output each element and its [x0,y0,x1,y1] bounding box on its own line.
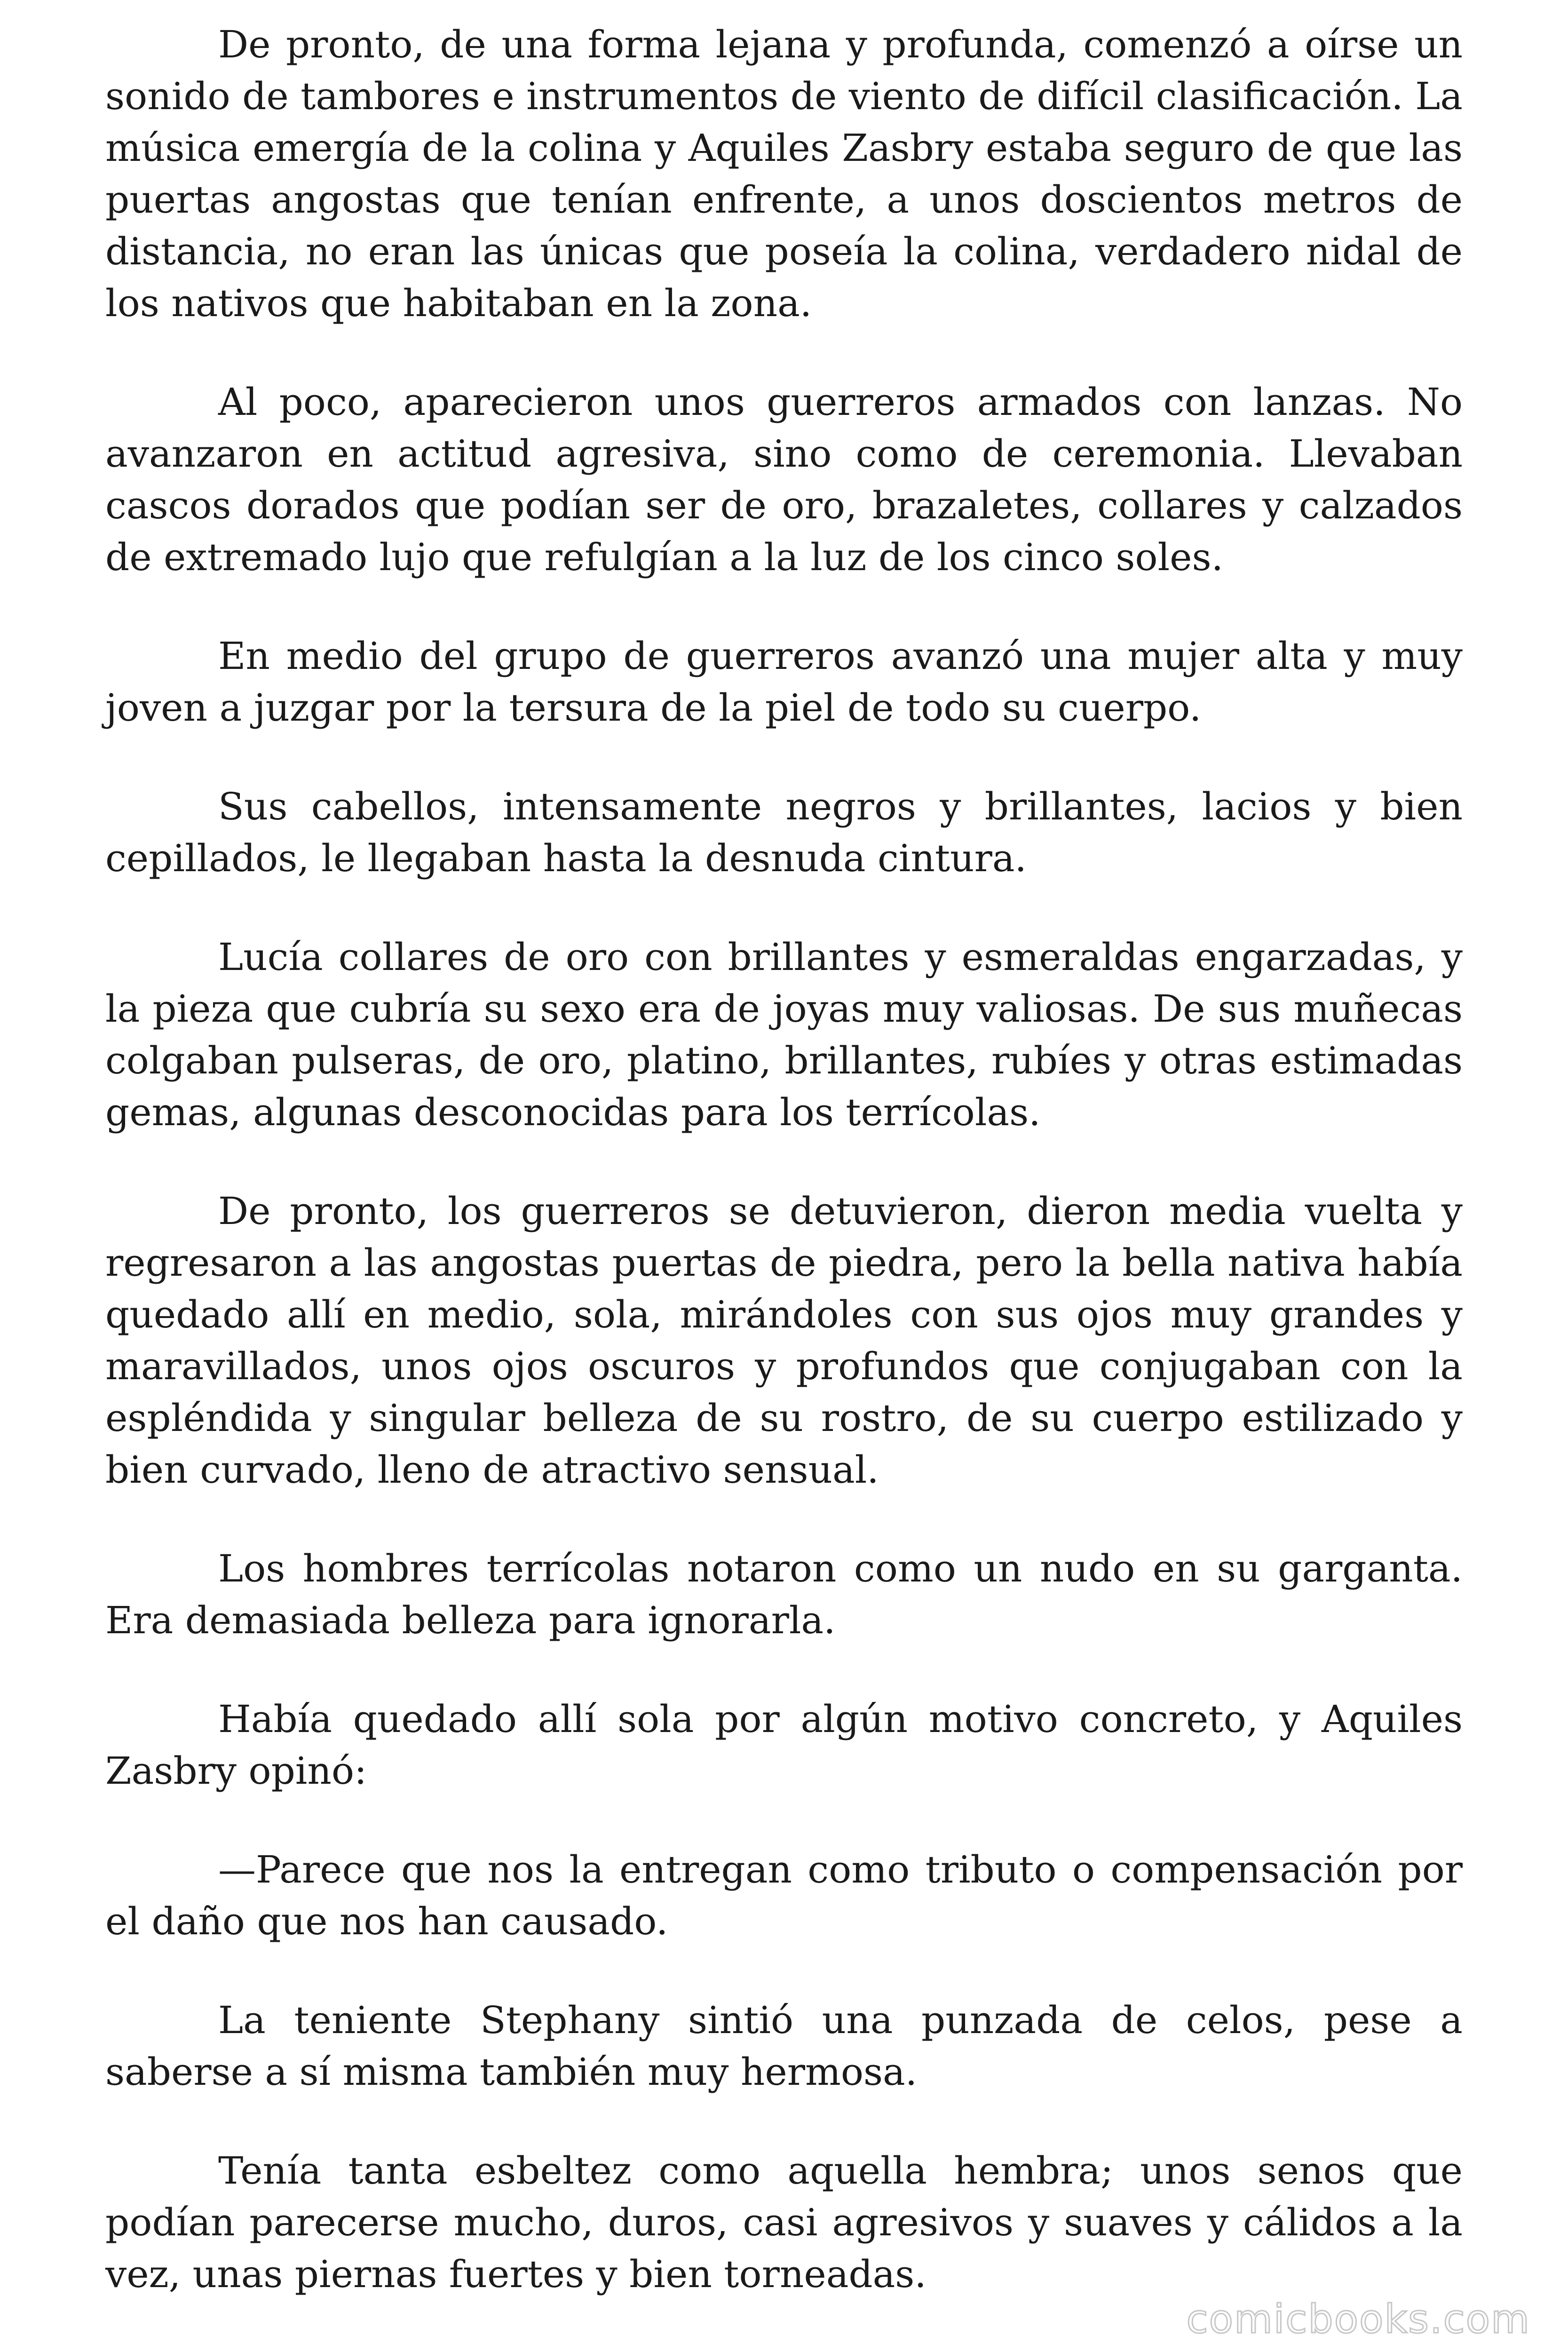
page-body [105,19,1463,2347]
paragraph: Lucía collares de oro con brillantes y esmeraldas engarzadas, y la pieza que cubría su sexo era de joyas muy valiosas. De sus muñecas colgaban pulseras, de oro, platino, brillantes, rubíes y otras estimadas gemas, algunas desconocidas para los terrícolas. [105,935,1463,1134]
paragraph: Había quedado allí sola por algún motivo concreto, y Aquiles Zasbry opinó: [105,1697,1463,1793]
paragraph: La teniente Stephany sintió una punzada de celos, pese a saberse a sí misma también muy hermosa. [105,1998,1463,2094]
paragraph: —Parece que nos la entregan como tributo o compensación por el daño que nos han causado. [105,1848,1463,1943]
paragraph: Sus cabellos, intensamente negros y brillantes, lacios y bien cepillados, le llegaban hasta la desnuda cintura. [105,785,1463,880]
paragraph: Al poco, aparecieron unos guerreros armados con lanzas. No avanzaron en actitud agresiva, sino como de ceremonia. Llevaban cascos dorados que podían ser de oro, brazaletes, collares y calzados de extremado lujo que refulgían a la luz de los cinco soles. [105,380,1463,579]
watermark: comicbooks.com [1186,2296,1530,2342]
paragraph: Tenía tanta esbeltez como aquella hembra; unos senos que podían parecerse mucho, duros, casi agresivos y suaves y cálidos a la vez, unas piernas fuertes y bien torneadas. [105,2149,1463,2296]
paragraph: Los hombres terrícolas notaron como un nudo en su garganta. Era demasiada belleza para ignorarla. [105,1547,1463,1642]
paragraph: En medio del grupo de guerreros avanzó una mujer alta y muy joven a juzgar por la tersura de la piel de todo su cuerpo. [105,634,1463,730]
paragraph: De pronto, los guerreros se detuvieron, dieron media vuelta y regresaron a las angostas puertas de piedra, pero la bella nativa había quedado allí en medio, sola, mirándoles con sus ojos muy grandes y maravillados, unos ojos oscuros y profundos que conjugaban con la espléndida y singular belleza de su rostro, de su cuerpo estilizado y bien curvado, lleno de atractivo sensual. [105,1189,1463,1492]
paragraph: De pronto, de una forma lejana y profunda, comenzó a oírse un sonido de tambores e instrumentos de viento de difícil clasificación. La música emergía de la colina y Aquiles Zasbry estaba seguro de que las puertas angostas que tenían enfrente, a unos doscientos metros de distancia, no eran las únicas que poseía la colina, verdadero nidal de los nativos que habitaban en la zona. [105,23,1463,325]
